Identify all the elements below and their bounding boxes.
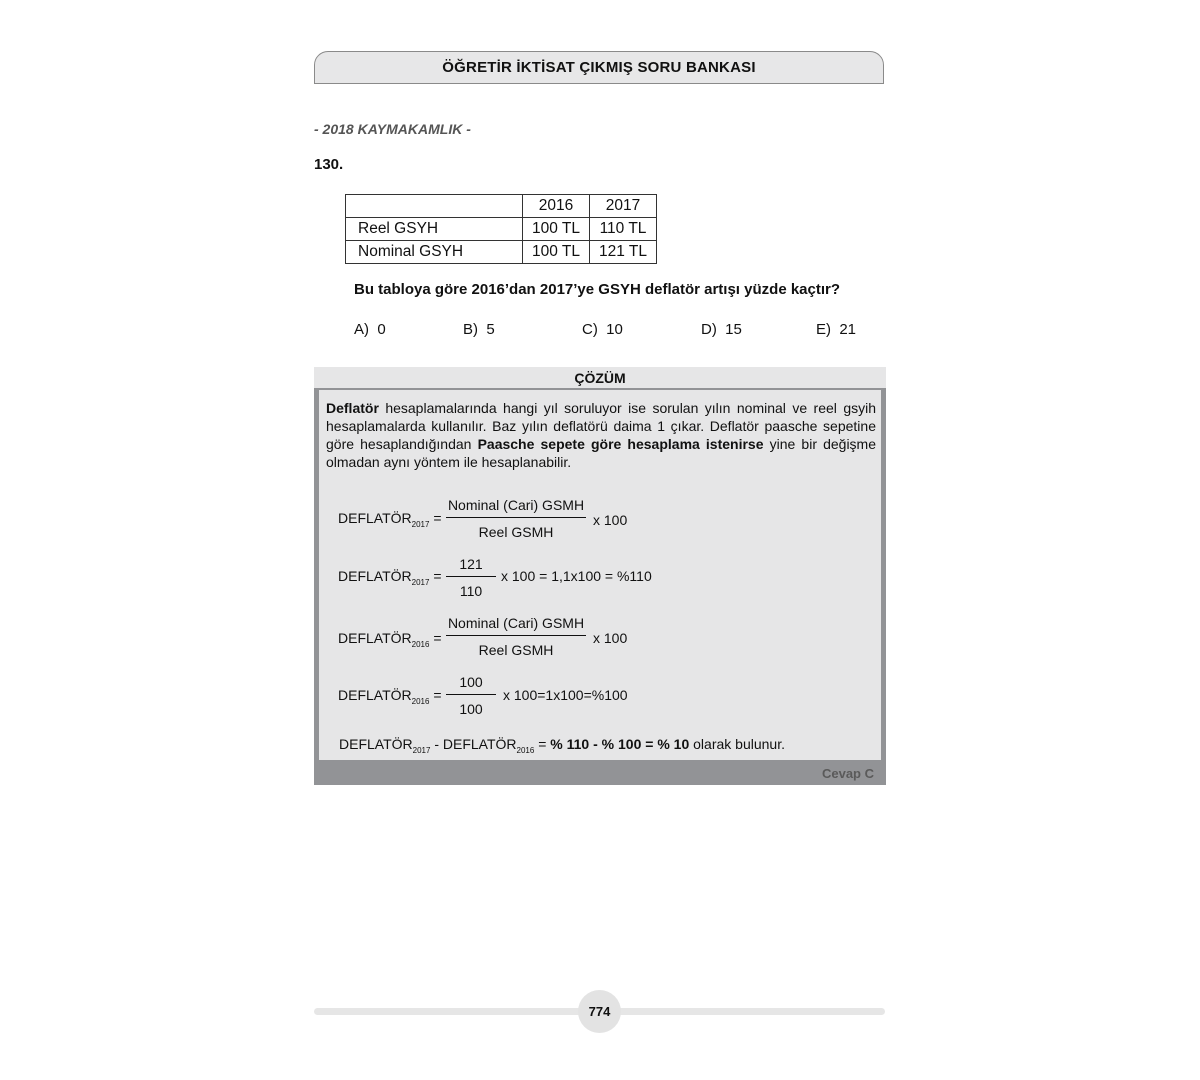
choice-text: 21: [839, 321, 857, 338]
formula-deflator-2017-calc: [338, 556, 858, 616]
table-cell: 110 TL: [590, 218, 657, 241]
question-number: 130.: [314, 156, 344, 173]
choice-c[interactable]: [582, 321, 623, 338]
numerator: Nominal (Cari) GSMH: [447, 497, 585, 513]
choice-letter: D): [701, 321, 717, 338]
choice-e[interactable]: [816, 321, 856, 338]
solution-body: [319, 390, 881, 760]
fraction: [446, 497, 586, 540]
exam-source-tag: - 2018 KAYMAKAMLIK -: [314, 121, 471, 137]
table-header-cell: [346, 195, 523, 218]
denominator: 100: [459, 701, 483, 717]
choice-text: 5: [486, 321, 495, 338]
paragraph-text: hesaplamalarında hangi yıl soruluyor ise sorulan yılın nominal ve reel gsyih hesaplamalarda kullanılır. Baz yılın deflatörü daima 1 çıkar. Deflatör paasche sepetine göre hesaplandığından: [326, 400, 876, 452]
choice-letter: E): [816, 321, 831, 338]
solution-conclusion: $DEFLATÖR_{2017}$ - $DEFLATÖR_{2016}$ = % 110 - % 100 = % 10 olarak bulunur.: [339, 736, 785, 755]
choice-letter: B): [463, 321, 478, 338]
fraction: [446, 674, 496, 717]
table-cell: 100 TL: [523, 218, 590, 241]
paragraph-text: yine bir değişme olmadan aynı yöntem ile hesaplanabilir.: [326, 436, 877, 470]
numerator: 121: [459, 556, 483, 572]
table-cell: 100 TL: [523, 241, 590, 264]
solution-box: [314, 367, 886, 785]
solution-paragraph: [326, 399, 876, 471]
table-cell: 121 TL: [590, 241, 657, 264]
answer-label: Cevap C: [821, 766, 874, 781]
formula-rhs: x 100=1x100=%100: [503, 687, 628, 703]
formula-deflator-2016-def: [338, 615, 858, 675]
choice-text: 15: [725, 321, 742, 338]
table-row-label: Reel GSYH: [346, 218, 523, 241]
fraction: [446, 556, 496, 599]
table-row: [346, 218, 657, 241]
formula-deflator-2017-def: [338, 497, 858, 557]
table-header-row: [346, 195, 657, 218]
numerator: 100: [459, 674, 483, 690]
fraction-bar: [446, 576, 496, 577]
choice-b[interactable]: [463, 321, 495, 338]
choice-d[interactable]: [701, 321, 742, 338]
table-header-cell: 2017: [590, 195, 657, 218]
gdp-table: [345, 194, 657, 264]
formula-rhs: x 100: [593, 630, 628, 646]
formula-rhs: x 100: [593, 512, 628, 528]
numerator: Nominal (Cari) GSMH: [447, 615, 585, 631]
fraction: [446, 615, 586, 658]
table-row: [346, 241, 657, 264]
formula-lhs: $DEFLATÖR_{2017}$ =: [338, 568, 442, 587]
page-number-text: 774: [588, 1004, 611, 1019]
fraction-bar: [446, 517, 586, 518]
denominator: Reel GSMH: [478, 524, 554, 540]
book-title: ÖĞRETİR İKTİSAT ÇIKMIŞ SORU BANKASI: [442, 59, 756, 76]
formula-lhs: $DEFLATÖR_{2016}$ =: [338, 687, 442, 706]
question-text: Bu tabloya göre 2016’dan 2017’ye GSYH deflatör artışı yüzde kaçtır?: [354, 281, 841, 298]
choice-a[interactable]: [354, 321, 386, 338]
fraction-bar: [446, 635, 586, 636]
choice-text: 10: [606, 321, 623, 338]
solution-title: ÇÖZÜM: [314, 367, 886, 389]
formula-rhs: x 100 = 1,1x100 = %110: [501, 568, 652, 584]
bold-term: Paasche sepete göre hesaplama istenirse: [477, 436, 764, 452]
formula-lhs: $DEFLATÖR_{2016}$ =: [338, 630, 442, 649]
choice-letter: A): [354, 321, 369, 338]
fraction-bar: [446, 694, 496, 695]
book-header: [314, 51, 884, 84]
bold-term: Deflatör: [326, 400, 379, 416]
page-number: [578, 990, 621, 1033]
choice-letter: C): [582, 321, 598, 338]
table-header-cell: 2016: [523, 195, 590, 218]
choice-text: 0: [377, 321, 386, 338]
formula-lhs: $DEFLATÖR_{2017}$ =: [338, 510, 442, 529]
denominator: 110: [459, 583, 483, 599]
formula-deflator-2016-calc: [338, 674, 858, 734]
denominator: Reel GSMH: [478, 642, 554, 658]
table-row-label: Nominal GSYH: [346, 241, 523, 264]
